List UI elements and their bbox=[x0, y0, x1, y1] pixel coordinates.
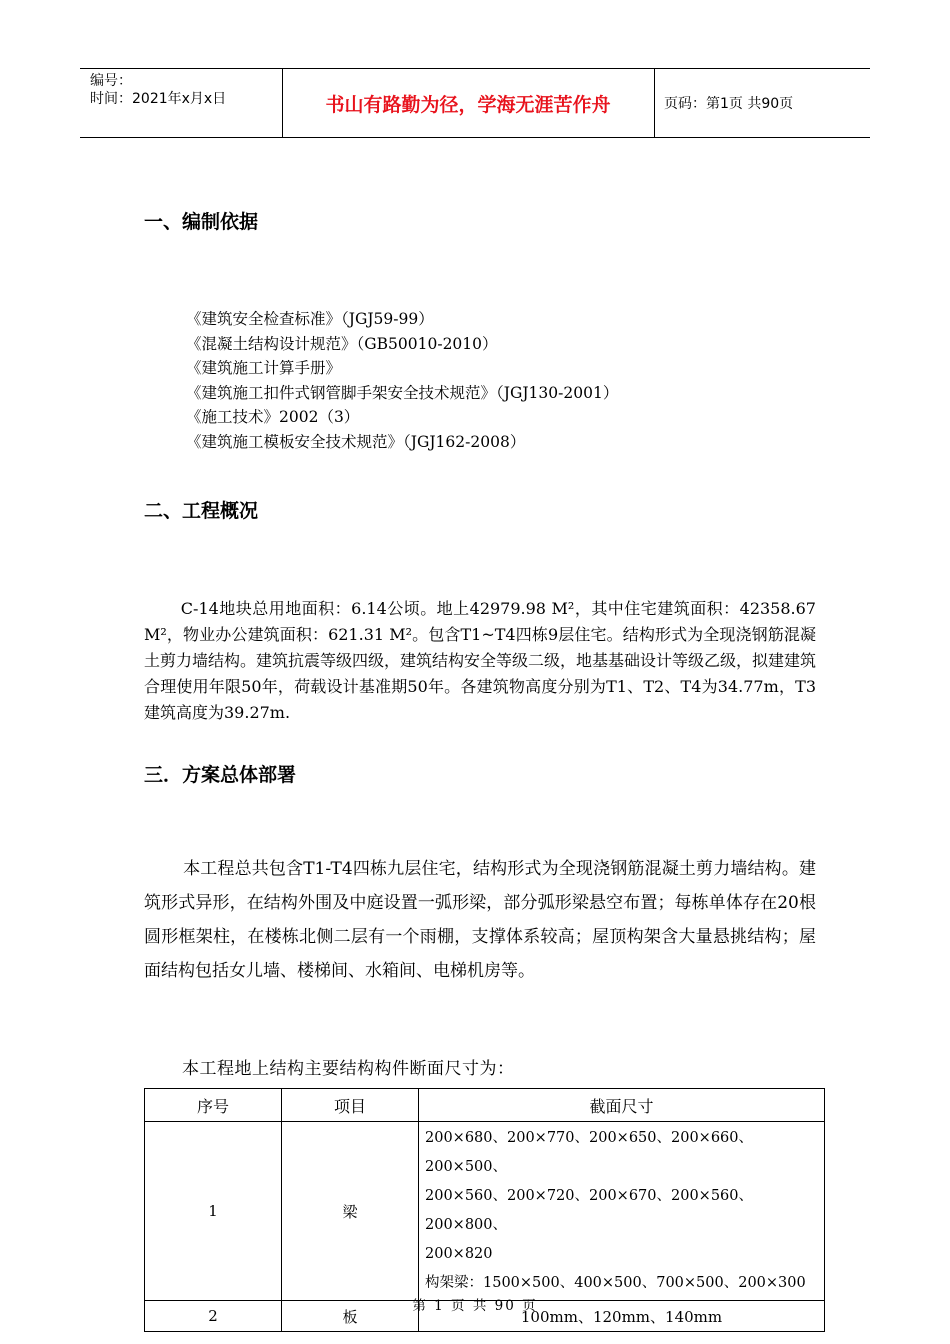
size-line: 200×560、200×720、200×670、200×560、200×800、 bbox=[425, 1188, 754, 1233]
reference-item: 《建筑施工扣件式钢管脚手架安全技术规范》（JGJ130-2001） bbox=[186, 383, 619, 402]
deployment-paragraph: 本工程总共包含T1-T4四栋九层住宅，结构形式为全现浇钢筋混凝土剪力墙结构。建筑形式异形，在结构外围及中庭设置一弧形梁，部分弧形梁悬空布置；每栋单体存在20根圆形框架柱，在楼栋北侧二层有一个雨棚，支撑体系较高；屋顶构架含大量悬挑结构；屋面结构包括女儿墙、楼梯间、水箱间、电梯机房等。 bbox=[144, 859, 816, 981]
table-header-row bbox=[145, 1089, 825, 1122]
header-motto: 书山有路勤为径，学海无涯苦作舟 bbox=[325, 93, 611, 116]
table-intro: 本工程地上结构主要结构构件断面尺寸为： bbox=[182, 1059, 515, 1079]
cell-no: 1 bbox=[145, 1122, 282, 1301]
overview-paragraph: C-14地块总用地面积：6.14公顷。地上42979.98 M²，其中住宅建筑面积：42358.67 M²，物业办公建筑面积：621.31 M²。包含T1~T4四栋9层住宅。结构形式为全现浇钢筋混凝土剪力墙结构。建筑抗震等级四级，建筑结构安全等级二级，地基基础设计等级乙级，拟建建筑合理使用年限50年，荷载设计基准期50年。各建筑物高度分别为T1、T2、T4为34.77m，T3建筑高度为39.27m. bbox=[144, 599, 817, 722]
cell-item: 板 bbox=[282, 1301, 419, 1332]
cell-item: 梁 bbox=[282, 1122, 419, 1301]
header-item: 项目 bbox=[282, 1089, 419, 1122]
section-title-basis: 一、编制依据 bbox=[144, 211, 259, 233]
reference-item: 《建筑施工模板安全技术规范》（JGJ162-2008） bbox=[186, 432, 526, 451]
header-no: 序号 bbox=[145, 1089, 282, 1122]
size-line: 200×680、200×770、200×650、200×660、200×500、 bbox=[425, 1130, 754, 1175]
doc-time-label: 时间：2021年x月x日 bbox=[90, 91, 227, 107]
header-meta bbox=[90, 72, 226, 108]
cell-size bbox=[419, 1122, 825, 1301]
doc-number-label: 编号： bbox=[90, 73, 132, 89]
header-size: 截面尺寸 bbox=[419, 1089, 825, 1122]
reference-item: 《施工技术》2002（3） bbox=[186, 408, 360, 426]
header-divider bbox=[654, 69, 655, 137]
table-row bbox=[145, 1122, 825, 1301]
reference-item: 《混凝土结构设计规范》（GB50010-2010） bbox=[186, 334, 498, 353]
reference-list bbox=[186, 307, 618, 454]
size-line: 200×820 bbox=[425, 1246, 493, 1262]
header-page-info: 页码：第1页 共90页 bbox=[664, 96, 794, 112]
page-footer: 第 1 页 共 90 页 bbox=[412, 1298, 538, 1314]
cell-size: 100mm、120mm、140mm bbox=[419, 1301, 825, 1332]
size-line: 构架梁：1500×500、400×500、700×500、200×300 bbox=[425, 1275, 806, 1291]
reference-item: 《建筑施工计算手册》 bbox=[186, 359, 342, 377]
reference-item: 《建筑安全检查标准》（JGJ59-99） bbox=[186, 310, 434, 328]
section-title-overview: 二、工程概况 bbox=[144, 500, 259, 522]
page-header bbox=[80, 68, 870, 138]
section-title-deployment: 三．方案总体部署 bbox=[144, 764, 297, 786]
cell-no: 2 bbox=[145, 1301, 282, 1332]
